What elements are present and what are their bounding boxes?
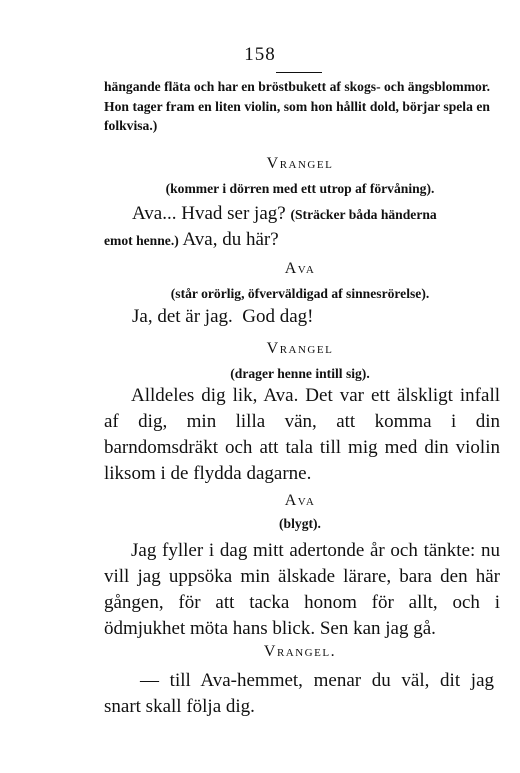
dialogue-text: Ava, du här?: [182, 229, 279, 250]
dialogue-paragraph: Jag fyller i dag mitt adertonde år och tänkte: nu vill jag uppsöka min älskade lärare, bara den här gången, för att tacka honom för allt, och i ödmjukhet möta hans blick. Sen kan jag gå.: [104, 540, 500, 639]
dialogue-paragraph: — till Ava-hemmet, menar du väl, dit jag snart skall följa dig.: [104, 670, 494, 717]
dialogue-text: Ava... Hvad ser jag?: [132, 203, 286, 224]
speaker-vrangel: Vrangel: [266, 155, 334, 172]
page-number-rule: [276, 72, 322, 73]
speaker-ava: Ava: [284, 260, 316, 277]
speaker-vrangel: Vrangel.: [263, 643, 337, 660]
stage-direction: (kommer i dörren med ett utrop af förvåning).: [165, 181, 435, 196]
page-number: 158: [244, 44, 276, 65]
stage-direction: (drager henne intill sig).: [230, 366, 370, 381]
dialogue-text: Ja, det är jag. God dag!: [132, 306, 314, 327]
stage-direction: (blygt).: [279, 516, 321, 531]
speaker-vrangel: Vrangel: [266, 340, 334, 357]
dialogue-line: [132, 201, 520, 228]
dialogue-line: [104, 227, 494, 254]
speaker-ava: Ava: [284, 492, 316, 509]
stage-direction-intro: hängande fläta och har en bröstbukett af skogs- och ängsblommor. Hon tager fram en liten violin, som hon hållit dold, börjar spela en folkvisa.): [104, 79, 490, 133]
stage-aside: (Sträcker båda händerna: [290, 207, 437, 222]
stage-aside: emot henne.): [104, 233, 179, 248]
stage-direction: (står orörlig, öfverväldigad af sinnesrörelse).: [170, 286, 430, 301]
dialogue-paragraph: Alldeles dig lik, Ava. Det var ett älskligt infall af dig, min lilla vän, att komma i din barndomsdräkt och att tala till mig med din violin liksom i de flydda dagarne.: [104, 385, 500, 484]
